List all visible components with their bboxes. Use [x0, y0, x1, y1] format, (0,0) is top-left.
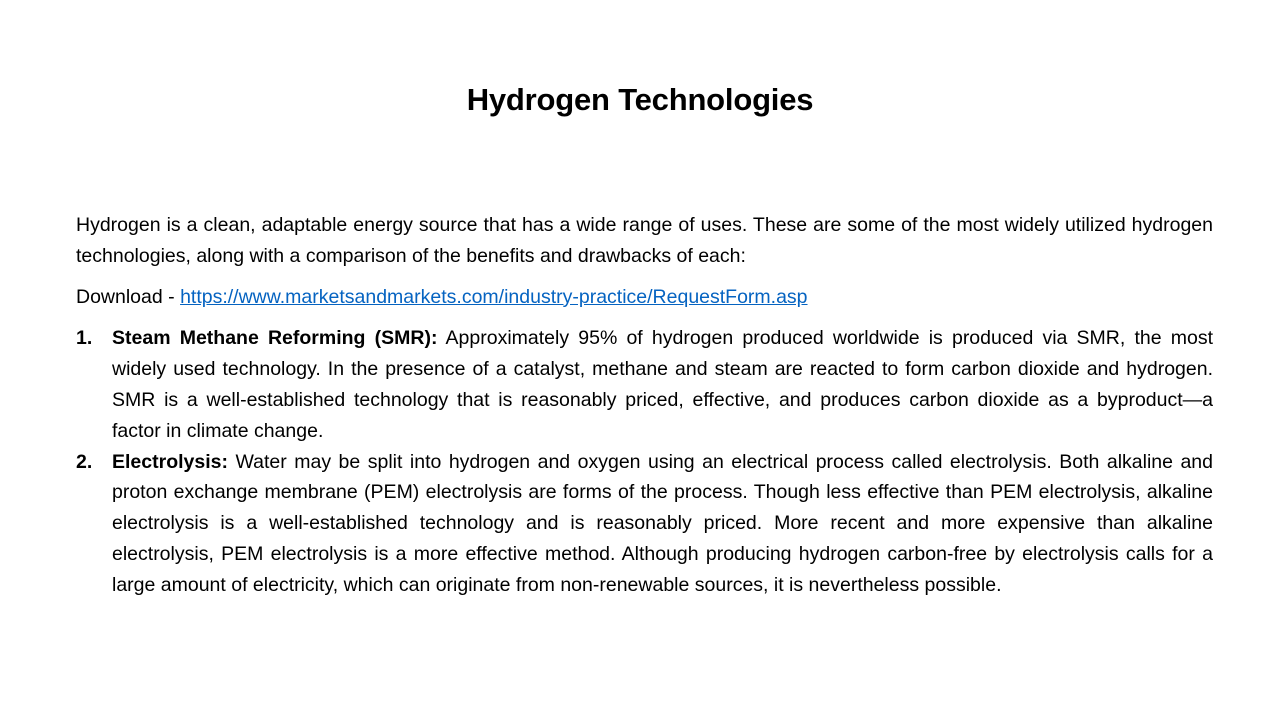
download-prefix: Download -	[76, 285, 181, 308]
download-link[interactable]: https://www.marketsandmarkets.com/industry-practice/RequestForm.asp	[180, 285, 808, 308]
list-item-text: Water may be split into hydrogen and oxygen using an electrical process called electrolysis. Both alkaline and proton exchange membrane (PEM) electrolysis are forms of the process. Though less effective than PEM electrolysis, alkaline electrolysis is a well-established technology and is reasonably priced. More recent and more expensive than alkaline electrolysis, PEM electrolysis is a more effective method. Although producing hydrogen carbon-free by electrolysis calls for a large amount of electricity, which can originate from non-renewable sources, it is nevertheless possible.	[112, 450, 1213, 596]
list-item-term: Steam Methane Reforming (SMR):	[112, 327, 438, 350]
list-item-text: Approximately 95% of hydrogen produced worldwide is produced via SMR, the most widely used technology. In the presence of a catalyst, methane and steam are reacted to form carbon dioxide and hydrogen. SMR is a well-established technology that is reasonably priced, effective, and produces carbon dioxide as a byproduct—a factor in climate change.	[112, 327, 1213, 442]
list-item-smr	[76, 323, 1213, 446]
slide-body	[76, 210, 1213, 601]
download-line	[76, 282, 1213, 313]
slide-title: Hydrogen Technologies	[466, 82, 814, 117]
intro-paragraph: Hydrogen is a clean, adaptable energy source that has a wide range of uses. These are some of the most widely utilized hydrogen technologies, along with a comparison of the benefits and drawbacks of each:	[76, 214, 1213, 267]
list-item-electrolysis	[76, 447, 1213, 601]
list-item-number: 2.	[76, 450, 93, 473]
list-item-term: Electrolysis:	[112, 450, 228, 473]
list-item-number: 1.	[76, 327, 93, 350]
technology-list	[76, 323, 1213, 600]
